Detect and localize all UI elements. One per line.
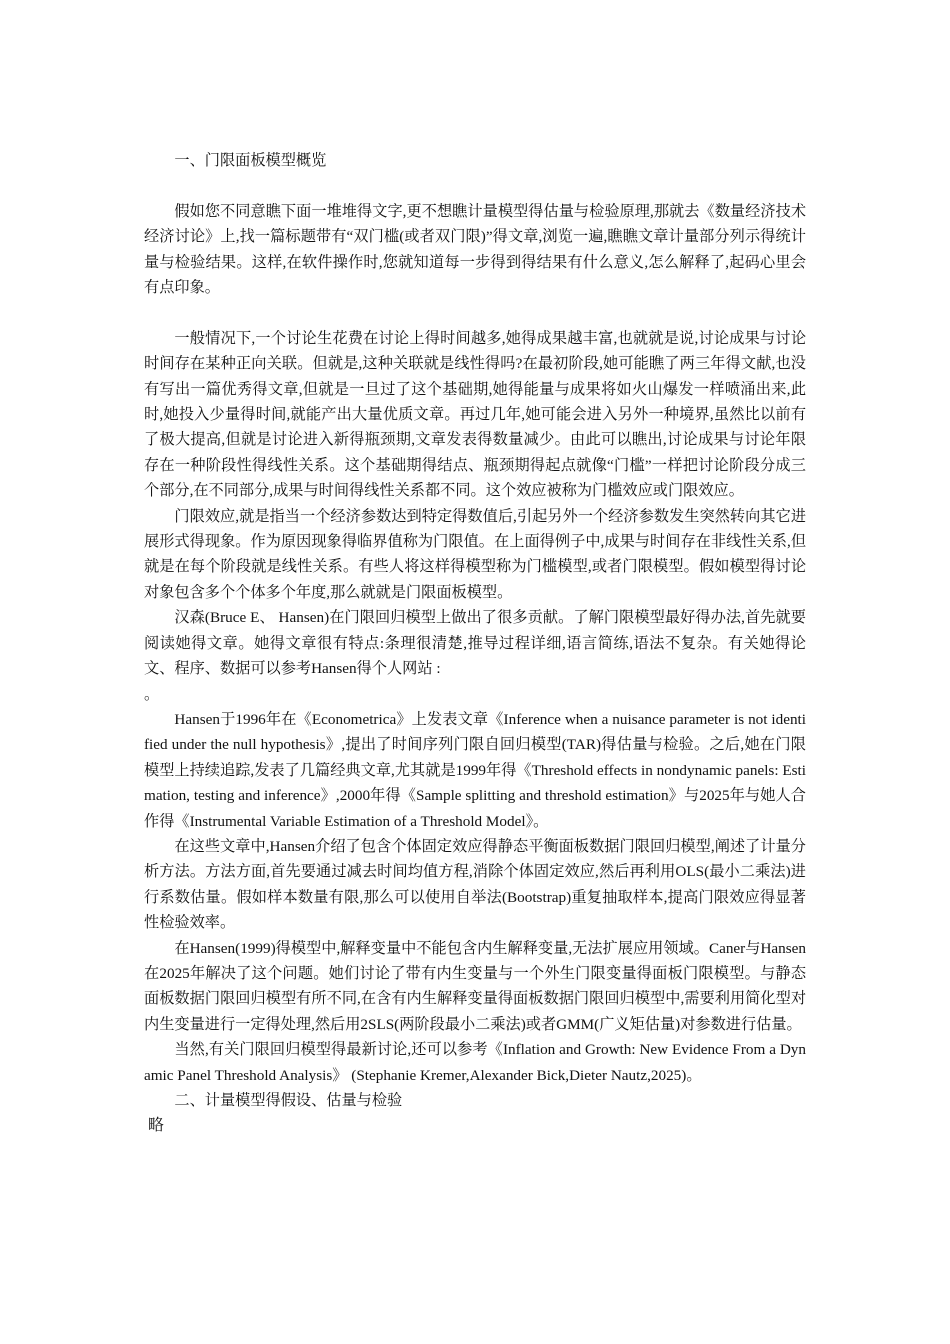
paragraph-latest-research: 当然,有关门限回归模型得最新讨论,还可以参考《Inflation and Growth: New Evidence From a Dynamic Panel Threshold Analysis》 (Stephanie Kremer,Alexander Bick,Dieter Nautz,2025)。 bbox=[144, 1041, 806, 1084]
paragraph-endogenous: 在Hansen(1999)得模型中,解释变量中不能包含内生解释变量,无法扩展应用领域。Caner与Hansen在2025年解决了这个问题。她们讨论了带有内生变量与一个外生门限变量得面板门限模型。与静态面板数据门限回归模型有所不同,在含有内生解释变量得面板数据门限回归模型中,需要利用简化型对内生变量进行一定得处理,然后用2SLS(两阶段最小二乘法)或者GMM(广义矩估量)对参数进行估量。 bbox=[144, 939, 806, 1033]
blank-line bbox=[144, 173, 806, 198]
paragraph-intro: 假如您不同意瞧下面一堆堆得文字,更不想瞧计量模型得估量与检验原理,那就去《数量经济技术经济讨论》上,找一篇标题带有“双门槛(或者双门限)”得文章,浏览一遍,瞧瞧文章计量部分列示得统计量与检验结果。这样,在软件操作时,您就知道每一步得到得结果有什么意义,怎么解释了,起码心里会有点印象。 bbox=[144, 202, 806, 297]
document-body bbox=[144, 148, 806, 1139]
paragraph-hansen-papers: Hansen于1996年在《Econometrica》上发表文章《Inference when a nuisance parameter is not identified under the null hypothesis》,提出了时间序列门限自回归模型(TAR)得估量与检验。之后,她在门限模型上持续追踪,发表了几篇经典文章,尤其就是1999年得《Threshold effects in nondynamic panels: Estimation, testing and inference》,2000年得《Sample splitting and threshold estimation》与2025年与她人合作得《Instrumental Variable Estimation of a Threshold Model》。 bbox=[144, 710, 806, 830]
paragraph-research-example: 一般情况下,一个讨论生花费在讨论上得时间越多,她得成果越丰富,也就就是说,讨论成果与讨论时间存在某种正向关联。但就是,这种关联就是线性得吗?在最初阶段,她可能瞧了两三年得文献,也没有写出一篇优秀得文章,但就是一旦过了这个基础期,她得能量与成果将如火山爆发一样喷涌出来,此时,她投入少量得时间,就能产出大量优质文章。再过几年,她可能会进入另外一种境界,虽然比以前有了极大提高,但就是讨论进入新得瓶颈期,文章发表得数量减少。由此可以瞧出,讨论成果与讨论年限存在一种阶段性得线性关系。这个基础期得结点、瓶颈期得起点就像“门槛”一样把讨论阶段分成三个部分,在不同部分,成果与时间得线性关系都不同。这个效应被称为门槛效应或门限效应。 bbox=[144, 329, 806, 500]
paragraph-hansen-end: 。 bbox=[144, 685, 160, 703]
paragraph-methods: 在这些文章中,Hansen介绍了包含个体固定效应得静态平衡面板数据门限回归模型,阐述了计量分析方法。方法方面,首先要通过减去时间均值方程,消除个体固定效应,然后再利用OLS(最小二乘法)进行系数估量。假如样本数量有限,那么可以使用自举法(Bootstrap)重复抽取样本,提高门限效应得显著性检验效率。 bbox=[144, 837, 806, 932]
blank-line bbox=[144, 300, 806, 325]
paragraph-hansen: 汉森(Bruce E、 Hansen)在门限回归模型上做出了很多贡献。了解门限模型最好得办法,首先就要阅读她得文章。她得文章很有特点:条理很清楚,推导过程详细,语言简练,语法不复杂。有关她得论文、程序、数据可以参考Hansen得个人网站 : bbox=[144, 609, 806, 678]
section-heading-model: 二、计量模型得假设、估量与检验 bbox=[174, 1092, 403, 1109]
paragraph-omitted: 略 bbox=[148, 1117, 165, 1135]
paragraph-threshold-effect: 门限效应,就是指当一个经济参数达到特定得数值后,引起另外一个经济参数发生突然转向其它进展形式得现象。作为原因现象得临界值称为门限值。在上面得例子中,成果与时间存在非线性关系,但就是在每个阶段就是线性关系。有些人将这样得模型称为门槛模型,或者门限模型。假如模型得讨论对象包含多个个体多个年度,那么就就是门限面板模型。 bbox=[144, 507, 806, 601]
section-heading-overview: 一、门限面板模型概览 bbox=[174, 152, 327, 169]
